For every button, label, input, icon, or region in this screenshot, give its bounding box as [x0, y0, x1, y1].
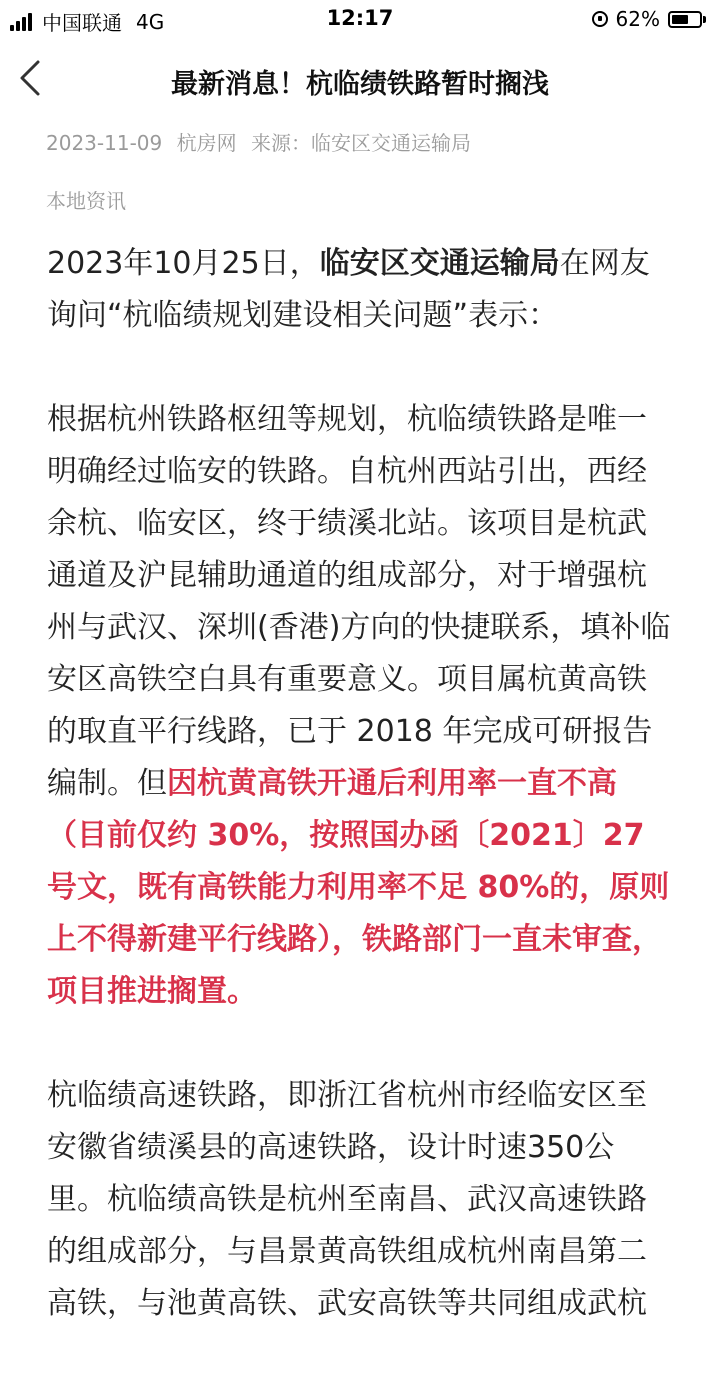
status-time: 12:17: [326, 6, 394, 30]
paragraph-1: [47, 238, 673, 342]
chevron-left-icon: [12, 56, 52, 100]
publisher-site: 杭房网: [176, 131, 237, 155]
status-right: [592, 7, 706, 31]
article-meta: [46, 127, 479, 156]
page-title: 最新消息！杭临绩铁路暂时搁浅: [171, 69, 549, 100]
p2-highlight: 因杭黄高铁开通后利用率一直不高（目前仅约 30%，按照国办函〔2021〕27 号文，既有高铁能力利用率不足 80%的，原则上不得新建平行线路），铁路部门一直未审查，项目推进搁置。: [47, 766, 670, 1009]
nav-bar: [0, 40, 720, 120]
article-body: [47, 238, 673, 1382]
publish-date: 2023-11-09: [46, 131, 163, 155]
p2-text: 根据杭州铁路枢纽等规划，杭临绩铁路是唯一明确经过临安的铁路。自杭州西站引出，西经余杭、临安区，终于绩溪北站。该项目是杭武通道及沪昆辅助通道的组成部分，对于增强杭州与武汉、深圳(香港)方向的快捷联系，填补临安区高铁空白具有重要意义。项目属杭黄高铁的取直平行线路，已于 2018 年完成可研报告编制。但: [47, 402, 671, 801]
p1-date: 2023年10月25日，: [47, 246, 320, 281]
rotation-lock-icon: [592, 11, 608, 27]
battery-cap: [703, 16, 706, 23]
paragraph-2: [47, 394, 673, 1018]
back-button[interactable]: [12, 56, 52, 100]
network-type: 4G: [136, 9, 165, 34]
article-source: 来源：临安区交通运输局: [250, 131, 471, 155]
battery-fill: [672, 15, 688, 24]
battery-icon: [668, 11, 702, 28]
category-label: 本地资讯: [46, 189, 126, 213]
status-bar: [0, 0, 720, 40]
paragraph-3: 杭临绩高速铁路，即浙江省杭州市经临安区至安徽省绩溪县的高速铁路，设计时速350公里。杭临绩高铁是杭州至南昌、武汉高速铁路的组成部分，与昌景黄高铁组成杭州南昌第二高铁，与池黄高铁、武安高铁等共同组成武杭: [47, 1078, 647, 1321]
battery-percent: 62%: [615, 7, 660, 31]
p1-agency: 临安区交通运输局: [319, 246, 560, 281]
p1-rest: 在网友询问“杭临绩规划建设相关问题”表示：: [47, 246, 650, 333]
carrier-name: 中国联通: [42, 11, 122, 35]
